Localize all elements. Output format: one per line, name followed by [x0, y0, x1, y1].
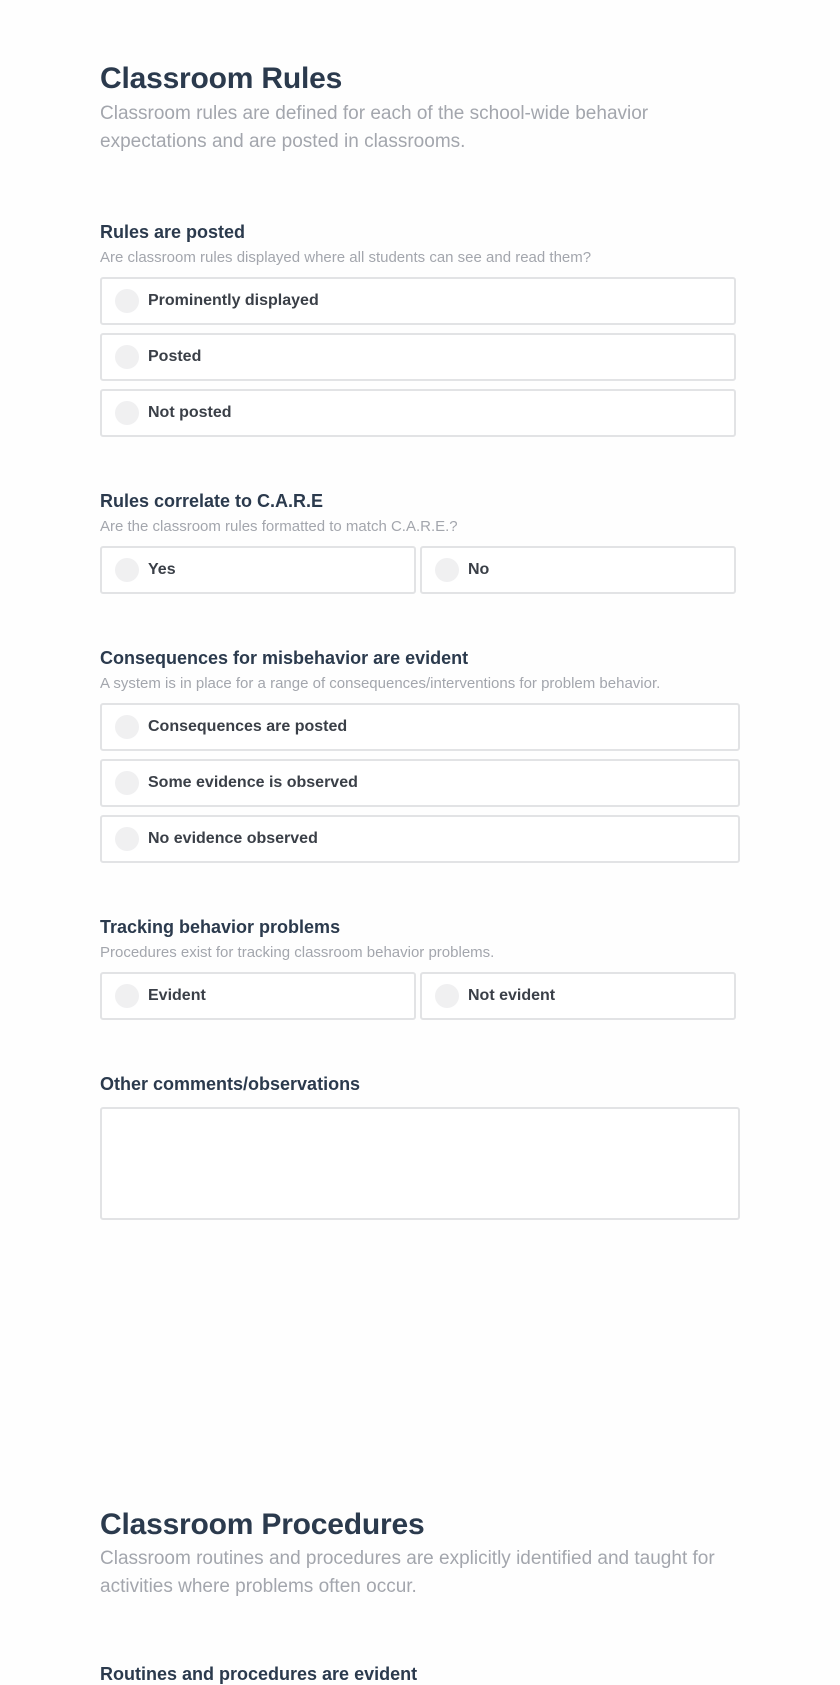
option-label: Some evidence is observed [148, 774, 358, 791]
radio-icon[interactable] [435, 558, 459, 582]
question-title-routines: Routines and procedures are evident [100, 1664, 418, 1684]
section-description: Classroom rules are defined for each of the school-wide behavior expectations and are posted in classrooms. [100, 103, 649, 152]
option-label: Prominently displayed [148, 292, 319, 309]
question-title-comments: Other comments/observations [100, 1074, 361, 1094]
option-not-evident[interactable] [420, 972, 736, 1020]
question-description: Are classroom rules displayed where all students can see and read them? [100, 249, 592, 266]
option-label: Posted [148, 348, 202, 365]
option-posted[interactable] [100, 333, 736, 381]
radio-icon[interactable] [115, 715, 139, 739]
option-no-evidence[interactable] [100, 815, 740, 863]
option-some-evidence[interactable] [100, 759, 740, 807]
option-yes[interactable] [100, 546, 416, 594]
option-label: No evidence observed [148, 830, 318, 847]
section-description: Classroom routines and procedures are explicitly identified and taught for activities where problems often occur. [100, 1548, 715, 1597]
question-title-rules-correlate: Rules correlate to C.A.R.E [100, 491, 324, 511]
option-label: Not evident [468, 987, 556, 1004]
option-label: Consequences are posted [148, 718, 348, 735]
option-no[interactable] [420, 546, 736, 594]
section-title-classroom-rules: Classroom Rules [100, 62, 343, 95]
option-not-posted[interactable] [100, 389, 736, 437]
option-label: No [468, 561, 490, 578]
question-title-rules-posted: Rules are posted [100, 222, 246, 242]
option-label: Yes [148, 561, 176, 578]
radio-icon[interactable] [115, 345, 139, 369]
question-description: A system is in place for a range of consequences/interventions for problem behavior. [100, 675, 661, 692]
question-title-tracking: Tracking behavior problems [100, 917, 341, 937]
radio-icon[interactable] [115, 401, 139, 425]
question-title-consequences: Consequences for misbehavior are evident [100, 648, 469, 668]
comments-textarea[interactable] [100, 1107, 740, 1220]
radio-icon[interactable] [115, 984, 139, 1008]
radio-icon[interactable] [115, 771, 139, 795]
section-title-classroom-procedures: Classroom Procedures [100, 1508, 425, 1541]
radio-icon[interactable] [115, 289, 139, 313]
option-label: Evident [148, 987, 206, 1004]
question-description: Procedures exist for tracking classroom behavior problems. [100, 944, 495, 961]
option-prominently-displayed[interactable] [100, 277, 736, 325]
option-consequences-posted[interactable] [100, 703, 740, 751]
radio-icon[interactable] [115, 558, 139, 582]
radio-icon[interactable] [115, 827, 139, 851]
radio-icon[interactable] [435, 984, 459, 1008]
option-label: Not posted [148, 404, 232, 421]
question-description: Are the classroom rules formatted to match C.A.R.E.? [100, 518, 458, 535]
option-evident[interactable] [100, 972, 416, 1020]
